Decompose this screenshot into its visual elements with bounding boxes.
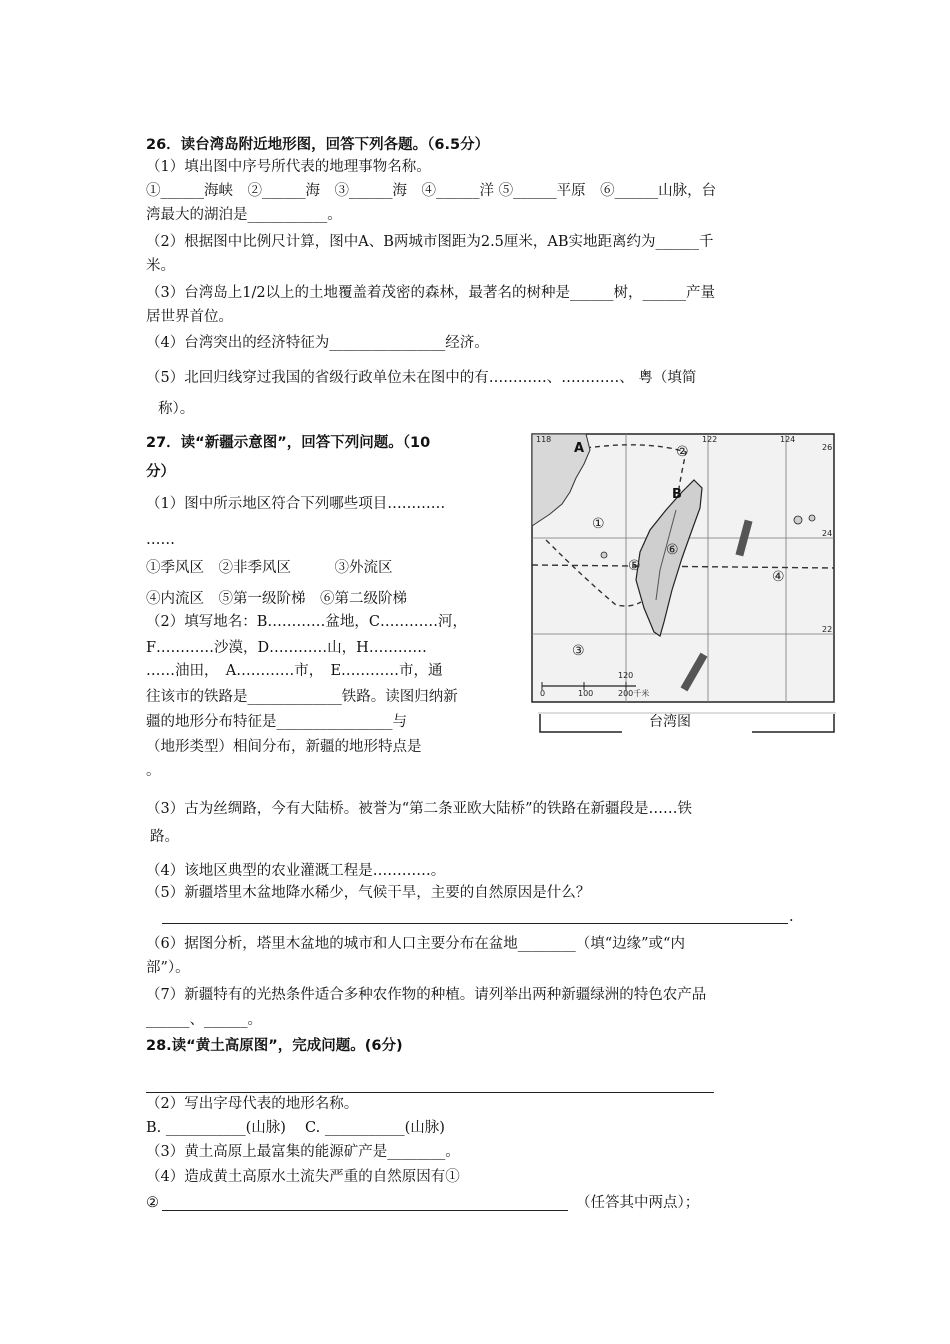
q26-part5-cont: 称）。 <box>158 401 195 417</box>
map-lat-26: 26 <box>822 443 833 452</box>
q27-options-row2: ④内流区 ⑤第一级阶梯 ⑥第二级阶梯 <box>146 591 407 607</box>
q28-title: 28.读“黄土高原图”，完成问题。(6分) <box>146 1038 403 1054</box>
q27-part2-f: （地形类型）相间分布，新疆的地形特点是 <box>146 739 422 755</box>
map-lat-22: 22 <box>822 625 833 634</box>
map-city-b: B <box>672 487 682 502</box>
q28-part4-suffix: （任答其中两点）； <box>576 1195 700 1211</box>
q26-title: 26．读台湾岛附近地形图，回答下列各题。（6.5分） <box>146 137 490 153</box>
q28-part3: （3）黄土高原上最富集的能源矿产是________。 <box>146 1144 460 1160</box>
q27-part1: （1）图中所示地区符合下列哪些项目………… <box>146 496 446 512</box>
map-region-1: ① <box>592 516 605 532</box>
map-scale-200: 200千米 <box>618 689 650 698</box>
q27-part5-answer-line <box>162 923 788 924</box>
q28-part2-items: B. ___________(山脉) C. ___________(山脉) <box>146 1120 445 1136</box>
q27-part2-g: 。 <box>146 763 161 779</box>
q28-part4-prefix: ② <box>146 1195 159 1211</box>
q27-part3: （3）古为丝绸路，今有大陆桥。被誉为“第二条亚欧大陆桥”的铁路在新疆段是……铁 <box>146 801 693 817</box>
q27-part2-a: （2）填写地名：B…………盆地，C…………河， <box>146 614 467 630</box>
map-scale-0: 0 <box>540 689 546 698</box>
q26-part1-items: ①______海峡 ②______海 ③______海 ④______洋 ⑤______平原 ⑥______山脉，台 <box>146 183 717 199</box>
q27-part5: （5）新疆塔里木盆地降水稀少，气候干旱，主要的自然原因是什么？ <box>146 885 591 901</box>
map-lat-24: 24 <box>822 529 833 538</box>
map-region-5: ⑤ <box>628 558 641 574</box>
map-lon-118: 118 <box>536 435 552 444</box>
q26-part3: （3）台湾岛上1/2以上的土地覆盖着茂密的森林，最著名的树种是______树，______产量 <box>146 285 716 301</box>
taiwan-map <box>526 430 838 706</box>
map-region-6: ⑥ <box>666 542 679 558</box>
q26-part2: （2）根据图中比例尺计算，图中A、B两城市图距为2.5厘米，AB实地距离约为______千 <box>146 234 714 250</box>
q27-options-row1: ①季风区 ②非季风区 ③外流区 <box>146 560 393 576</box>
q26-part1-cont: 湾最大的湖泊是___________。 <box>146 207 342 223</box>
q27-part2-e: 疆的地形分布特征是________________与 <box>146 714 407 730</box>
q27-title: 27．读“新疆示意图”，回答下列问题。（10 <box>146 435 431 451</box>
map-region-2: ② <box>676 444 689 460</box>
q26-part4: （4）台湾突出的经济特征为________________经济。 <box>146 335 489 351</box>
q27-part5-end: . <box>789 909 794 925</box>
q26-part3-cont: 居世界首位。 <box>146 309 233 325</box>
q28-divider <box>146 1092 714 1093</box>
q26-part5: （5）北回归线穿过我国的省级行政单位未在图中的有…………、…………、 粤（填简 <box>146 370 697 386</box>
q28-part4: （4）造成黄土高原水土流失严重的自然原因有① <box>146 1169 460 1185</box>
q27-part7: （7）新疆特有的光热条件适合多种农作物的种植。请列举出两种新疆绿洲的特色农产品 <box>146 987 707 1003</box>
map-city-a: A <box>574 441 585 456</box>
q27-part3-cont: 路。 <box>150 829 179 845</box>
map-lon-124: 124 <box>780 435 796 444</box>
q28-part2: （2）写出字母代表的地形名称。 <box>146 1096 359 1112</box>
map-region-4: ④ <box>772 569 785 585</box>
q27-part2-b: F…………沙漠，D…………山，H………… <box>146 640 427 656</box>
q27-part7-cont: ______、______。 <box>146 1012 262 1028</box>
q26-part2-cont: 米。 <box>146 258 175 274</box>
q27-part6-cont: 部”）。 <box>146 960 190 976</box>
map-region-3: ③ <box>572 643 585 659</box>
map-lon-122: 122 <box>702 435 718 444</box>
map-lon-120: 120 <box>618 671 634 680</box>
map-scale-100: 100 <box>578 689 594 698</box>
q28-part4-answer-line <box>162 1210 568 1211</box>
q27-title-cont: 分） <box>146 464 175 480</box>
q27-part2-c: ……油田， A…………市， E…………市，通 <box>146 663 443 679</box>
q27-part4: （4）该地区典型的农业灌溉工程是…………。 <box>146 863 446 879</box>
map-caption: 台湾图 <box>649 714 691 730</box>
q27-part2-d: 往该市的铁路是_____________铁路。读图归纳新 <box>146 689 458 705</box>
q26-part1: （1）填出图中序号所代表的地理事物名称。 <box>146 159 431 175</box>
q27-part6: （6）据图分析，塔里木盆地的城市和人口主要分布在盆地________（填“边缘”或“内 <box>146 936 685 952</box>
q27-part1-cont: …… <box>146 532 175 548</box>
